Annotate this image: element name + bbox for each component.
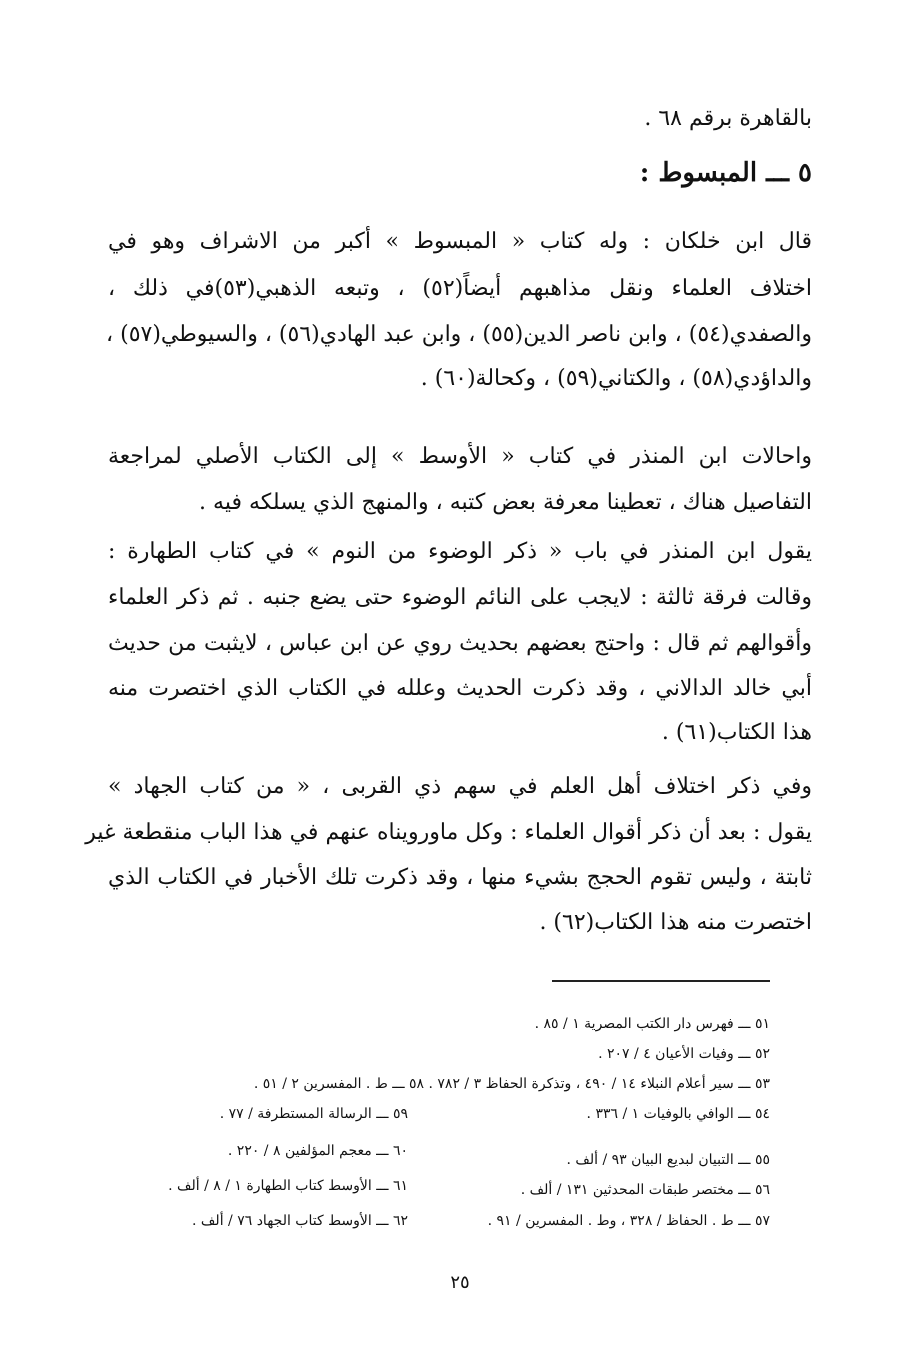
paragraph-line: واحالات ابن المنذر في كتاب « الأوسط » إلى الكتاب الأصلي لمراجعة	[108, 444, 812, 469]
footnote-56: ٥٦ ـــ مختصر طبقات المحدثين ١٣١ / ألف .	[520, 1182, 770, 1198]
footnote-54: ٥٤ ـــ الوافي بالوفيات ١ / ٣٣٦ .	[586, 1106, 770, 1122]
paragraph-line: أبي خالد الدالاني ، وقد ذكرت الحديث وعلله في الكتاب الذي اختصرت منه	[108, 676, 812, 701]
footnote-53-58: ٥٣ ـــ سير أعلام النبلاء ١٤ / ٤٩٠ ، وتذكرة الحفاظ ٣ / ٧٨٢ . ٥٨ ـــ ط . المفسرين ٢ / ٥١ .	[253, 1076, 770, 1092]
page-number: ٢٥	[450, 1272, 470, 1293]
paragraph-line: يقول ابن المنذر في باب « ذكر الوضوء من النوم » في كتاب الطهارة :	[108, 539, 812, 564]
footnote-52: ٥٢ ـــ وفيات الأعيان ٤ / ٢٠٧ .	[598, 1046, 770, 1062]
paragraph-line: يقول : بعد أن ذكر أقوال العلماء : وكل ماورويناه عنهم في هذا الباب منقطعة غير	[85, 820, 812, 845]
paragraph-line: اختصرت منه هذا الكتاب(٦٢) .	[539, 910, 812, 935]
footnote-divider	[552, 980, 770, 982]
paragraph-line: قال ابن خلكان : وله كتاب « المبسوط » أكبر من الاشراف وهو في	[108, 229, 812, 254]
paragraph-line: ثابتة ، وليس تقوم الحجج بشيء منها ، وقد ذكرت تلك الأخبار في الكتاب الذي	[108, 865, 812, 890]
paragraph-line: وأقوالهم ثم قال : واحتج بعضهم بحديث روي عن ابن عباس ، لايثبت من حديث	[108, 631, 812, 656]
footnote-62: ٦٢ ـــ الأوسط كتاب الجهاد ٧٦ / ألف .	[192, 1213, 408, 1229]
paragraph-line: وفي ذكر اختلاف أهل العلم في سهم ذي القربى ، « من كتاب الجهاد »	[108, 774, 812, 799]
footnote-51: ٥١ ـــ فهرس دار الكتب المصرية ١ / ٨٥ .	[534, 1016, 770, 1032]
paragraph-line: وقالت فرقة ثالثة : لايجب على النائم الوضوء حتى يضع جنبه . ثم ذكر العلماء	[108, 585, 812, 610]
footnote-59: ٥٩ ـــ الرسالة المستطرفة / ٧٧ .	[219, 1106, 408, 1122]
footnote-57: ٥٧ ـــ ط . الحفاظ / ٣٢٨ ، وط . المفسرين / ٩١ .	[487, 1213, 770, 1229]
section-heading: ٥ ـــ المبسوط :	[639, 158, 812, 188]
paragraph-line: هذا الكتاب(٦١) .	[661, 720, 812, 745]
paragraph-line: والصفدي(٥٤) ، وابن ناصر الدين(٥٥) ، وابن عبد الهادي(٥٦) ، والسيوطي(٥٧) ،	[106, 322, 812, 347]
paragraph-line: والداؤدي(٥٨) ، والكتاني(٥٩) ، وكحالة(٦٠) .	[420, 366, 812, 391]
footnote-61: ٦١ ـــ الأوسط كتاب الطهارة ١ / ٨ / ألف .	[168, 1178, 408, 1194]
footnote-60: ٦٠ ـــ معجم المؤلفين ٨ / ٢٢٠ .	[227, 1143, 408, 1159]
footnote-55: ٥٥ ـــ التبيان لبديع البيان ٩٣ / ألف .	[566, 1152, 770, 1168]
paragraph-line: التفاصيل هناك ، تعطينا معرفة بعض كتبه ، والمنهج الذي يسلكه فيه .	[199, 490, 812, 515]
intro-line: بالقاهرة برقم ٦٨ .	[644, 106, 812, 131]
paragraph-line: اختلاف العلماء ونقل مذاهبهم أيضاً(٥٢) ، وتبعه الذهبي(٥٣)في ذلك ،	[108, 276, 813, 301]
